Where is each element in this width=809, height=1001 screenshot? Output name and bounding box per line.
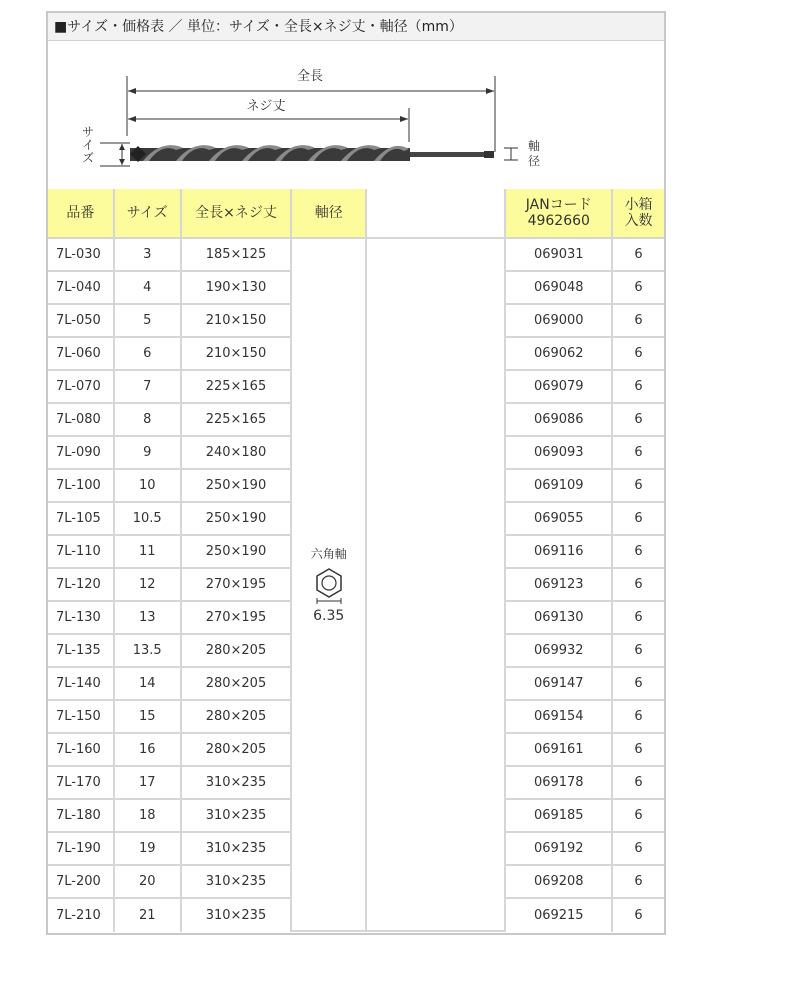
- cell-dims: 280×205: [182, 734, 293, 767]
- arrow-down-icon: [119, 159, 125, 165]
- cell-dims: 190×130: [182, 272, 293, 305]
- auger-bit-icon: [130, 145, 494, 162]
- cell-part-no: 7L-050: [48, 305, 115, 338]
- cell-box-qty: 6: [613, 371, 664, 404]
- cell-box-qty: 6: [613, 833, 664, 866]
- cell-part-no: 7L-160: [48, 734, 115, 767]
- jan-header-line2: 4962660: [527, 213, 590, 229]
- arrow-up-icon: [119, 144, 125, 150]
- cell-part-no: 7L-200: [48, 866, 115, 899]
- cell-box-qty: 6: [613, 272, 664, 305]
- cell-part-no: 7L-030: [48, 239, 115, 272]
- cell-box-qty: 6: [613, 701, 664, 734]
- cell-jan: 069215: [506, 899, 613, 932]
- cell-part-no: 7L-120: [48, 569, 115, 602]
- cell-part-no: 7L-190: [48, 833, 115, 866]
- cell-size: 4: [115, 272, 182, 305]
- cell-dims: 310×235: [182, 767, 293, 800]
- cell-dims: 225×165: [182, 404, 293, 437]
- cell-dims: 310×235: [182, 833, 293, 866]
- col-header-shaft: 軸径: [292, 189, 367, 239]
- cell-size: 14: [115, 668, 182, 701]
- arrow-left-icon: [128, 88, 136, 94]
- cell-box-qty: 6: [613, 503, 664, 536]
- cell-jan: 069932: [506, 635, 613, 668]
- cell-box-qty: 6: [613, 239, 664, 272]
- total-length-label: 全長: [296, 69, 324, 84]
- cell-size: 13: [115, 602, 182, 635]
- cell-size: 20: [115, 866, 182, 899]
- cell-size: 9: [115, 437, 182, 470]
- cell-shaft-diameter: [292, 239, 367, 932]
- size-label-char: イ: [81, 138, 95, 152]
- cell-part-no: 7L-105: [48, 503, 115, 536]
- cell-part-no: 7L-210: [48, 899, 115, 932]
- cell-part-no: 7L-140: [48, 668, 115, 701]
- cell-jan: 069048: [506, 272, 613, 305]
- cell-jan: 069109: [506, 470, 613, 503]
- shaft-label-char: 軸: [527, 139, 541, 153]
- cell-part-no: 7L-150: [48, 701, 115, 734]
- cell-box-qty: 6: [613, 305, 664, 338]
- cell-size: 16: [115, 734, 182, 767]
- size-label-char: ズ: [81, 151, 95, 165]
- screw-length-label: ネジ丈: [246, 99, 286, 114]
- cell-jan: 069000: [506, 305, 613, 338]
- cell-jan: 069130: [506, 602, 613, 635]
- cell-part-no: 7L-135: [48, 635, 115, 668]
- col-header-box-qty: [613, 189, 664, 239]
- cell-dims: 310×235: [182, 899, 293, 932]
- cell-size: 6: [115, 338, 182, 371]
- cell-jan: 069178: [506, 767, 613, 800]
- cell-jan: 069055: [506, 503, 613, 536]
- cell-dims: 250×190: [182, 503, 293, 536]
- col-header-size: サイズ: [115, 189, 182, 239]
- cell-box-qty: 6: [613, 569, 664, 602]
- cell-jan: 069086: [506, 404, 613, 437]
- cell-dims: 250×190: [182, 536, 293, 569]
- table-header-row: [48, 189, 664, 239]
- cell-jan: 069093: [506, 437, 613, 470]
- cell-dims: 270×195: [182, 602, 293, 635]
- spec-sheet: [46, 11, 666, 935]
- cell-part-no: 7L-130: [48, 602, 115, 635]
- cell-dims: 210×150: [182, 305, 293, 338]
- cell-part-no: 7L-180: [48, 800, 115, 833]
- cell-dims: 280×205: [182, 668, 293, 701]
- cell-size: 15: [115, 701, 182, 734]
- cell-dims: 210×150: [182, 338, 293, 371]
- cell-box-qty: 6: [613, 404, 664, 437]
- cell-part-no: 7L-090: [48, 437, 115, 470]
- shaft-diameter-value: 6.35: [313, 608, 345, 624]
- cell-box-qty: 6: [613, 536, 664, 569]
- header-title: ■サイズ・価格表 ／ 単位：サイズ・全長×ネジ丈・軸径（mm）: [48, 13, 664, 41]
- cell-jan: 069208: [506, 866, 613, 899]
- col-header-blank: [367, 189, 506, 239]
- cell-dims: 185×125: [182, 239, 293, 272]
- jan-header-line1: JANコード: [525, 197, 592, 213]
- cell-size: 12: [115, 569, 182, 602]
- cell-jan: 069161: [506, 734, 613, 767]
- cell-dims: 240×180: [182, 437, 293, 470]
- cell-jan: 069192: [506, 833, 613, 866]
- col-header-jan: [506, 189, 613, 239]
- cell-size: 5: [115, 305, 182, 338]
- cell-size: 3: [115, 239, 182, 272]
- cell-size: 10.5: [115, 503, 182, 536]
- cell-dims: 310×235: [182, 866, 293, 899]
- cell-jan: 069079: [506, 371, 613, 404]
- box-header-line2: 入数: [624, 213, 653, 229]
- cell-jan: 069062: [506, 338, 613, 371]
- shaft-label-char: 径: [527, 154, 541, 168]
- cell-jan: 069154: [506, 701, 613, 734]
- cell-box-qty: 6: [613, 734, 664, 767]
- blank-column: [367, 239, 506, 932]
- cell-size: 7: [115, 371, 182, 404]
- cell-jan: 069123: [506, 569, 613, 602]
- cell-part-no: 7L-110: [48, 536, 115, 569]
- col-header-part-no: 品番: [48, 189, 115, 239]
- cell-jan: 069147: [506, 668, 613, 701]
- arrow-right-icon: [486, 88, 494, 94]
- cell-size: 19: [115, 833, 182, 866]
- cell-jan: 069031: [506, 239, 613, 272]
- box-header-line1: 小箱: [624, 197, 653, 213]
- hexagon-shaft-icon: [312, 566, 346, 604]
- arrow-right-icon: [400, 116, 408, 122]
- cell-size: 18: [115, 800, 182, 833]
- col-header-dims: 全長×ネジ丈: [182, 189, 293, 239]
- cell-box-qty: 6: [613, 602, 664, 635]
- cell-dims: 270×195: [182, 569, 293, 602]
- cell-box-qty: 6: [613, 437, 664, 470]
- cell-part-no: 7L-170: [48, 767, 115, 800]
- cell-size: 10: [115, 470, 182, 503]
- spec-table: [48, 189, 664, 932]
- cell-box-qty: 6: [634, 908, 643, 923]
- cell-part-no: 7L-040: [48, 272, 115, 305]
- cell-size: 17: [115, 767, 182, 800]
- cell-size: 11: [115, 536, 182, 569]
- size-label-char: サ: [81, 125, 95, 139]
- cell-box-qty: 6: [613, 470, 664, 503]
- auger-bit-diagram: [48, 42, 664, 188]
- cell-box-qty: 6: [613, 668, 664, 701]
- cell-jan: 069116: [506, 536, 613, 569]
- cell-part-no: 7L-100: [48, 470, 115, 503]
- cell-part-no: 7L-070: [48, 371, 115, 404]
- shaft-type-label: 六角軸: [310, 547, 347, 561]
- cell-dims: 310×235: [182, 800, 293, 833]
- cell-jan: 069185: [506, 800, 613, 833]
- cell-dims: 250×190: [182, 470, 293, 503]
- cell-box-qty: 6: [613, 338, 664, 371]
- cell-part-no: 7L-080: [48, 404, 115, 437]
- cell-size: 21: [115, 899, 182, 932]
- cell-size: 13.5: [115, 635, 182, 668]
- cell-box-qty: 6: [613, 866, 664, 899]
- cell-box-qty: 6: [613, 767, 664, 800]
- cell-size: 8: [115, 404, 182, 437]
- cell-dims: 280×205: [182, 701, 293, 734]
- cell-box-qty: 6: [613, 635, 664, 668]
- cell-part-no: 7L-060: [48, 338, 115, 371]
- cell-dims: 225×165: [182, 371, 293, 404]
- cell-dims: 280×205: [182, 635, 293, 668]
- cell-box-qty: 6: [613, 800, 664, 833]
- table-row: [48, 239, 664, 272]
- arrow-left-icon: [128, 116, 136, 122]
